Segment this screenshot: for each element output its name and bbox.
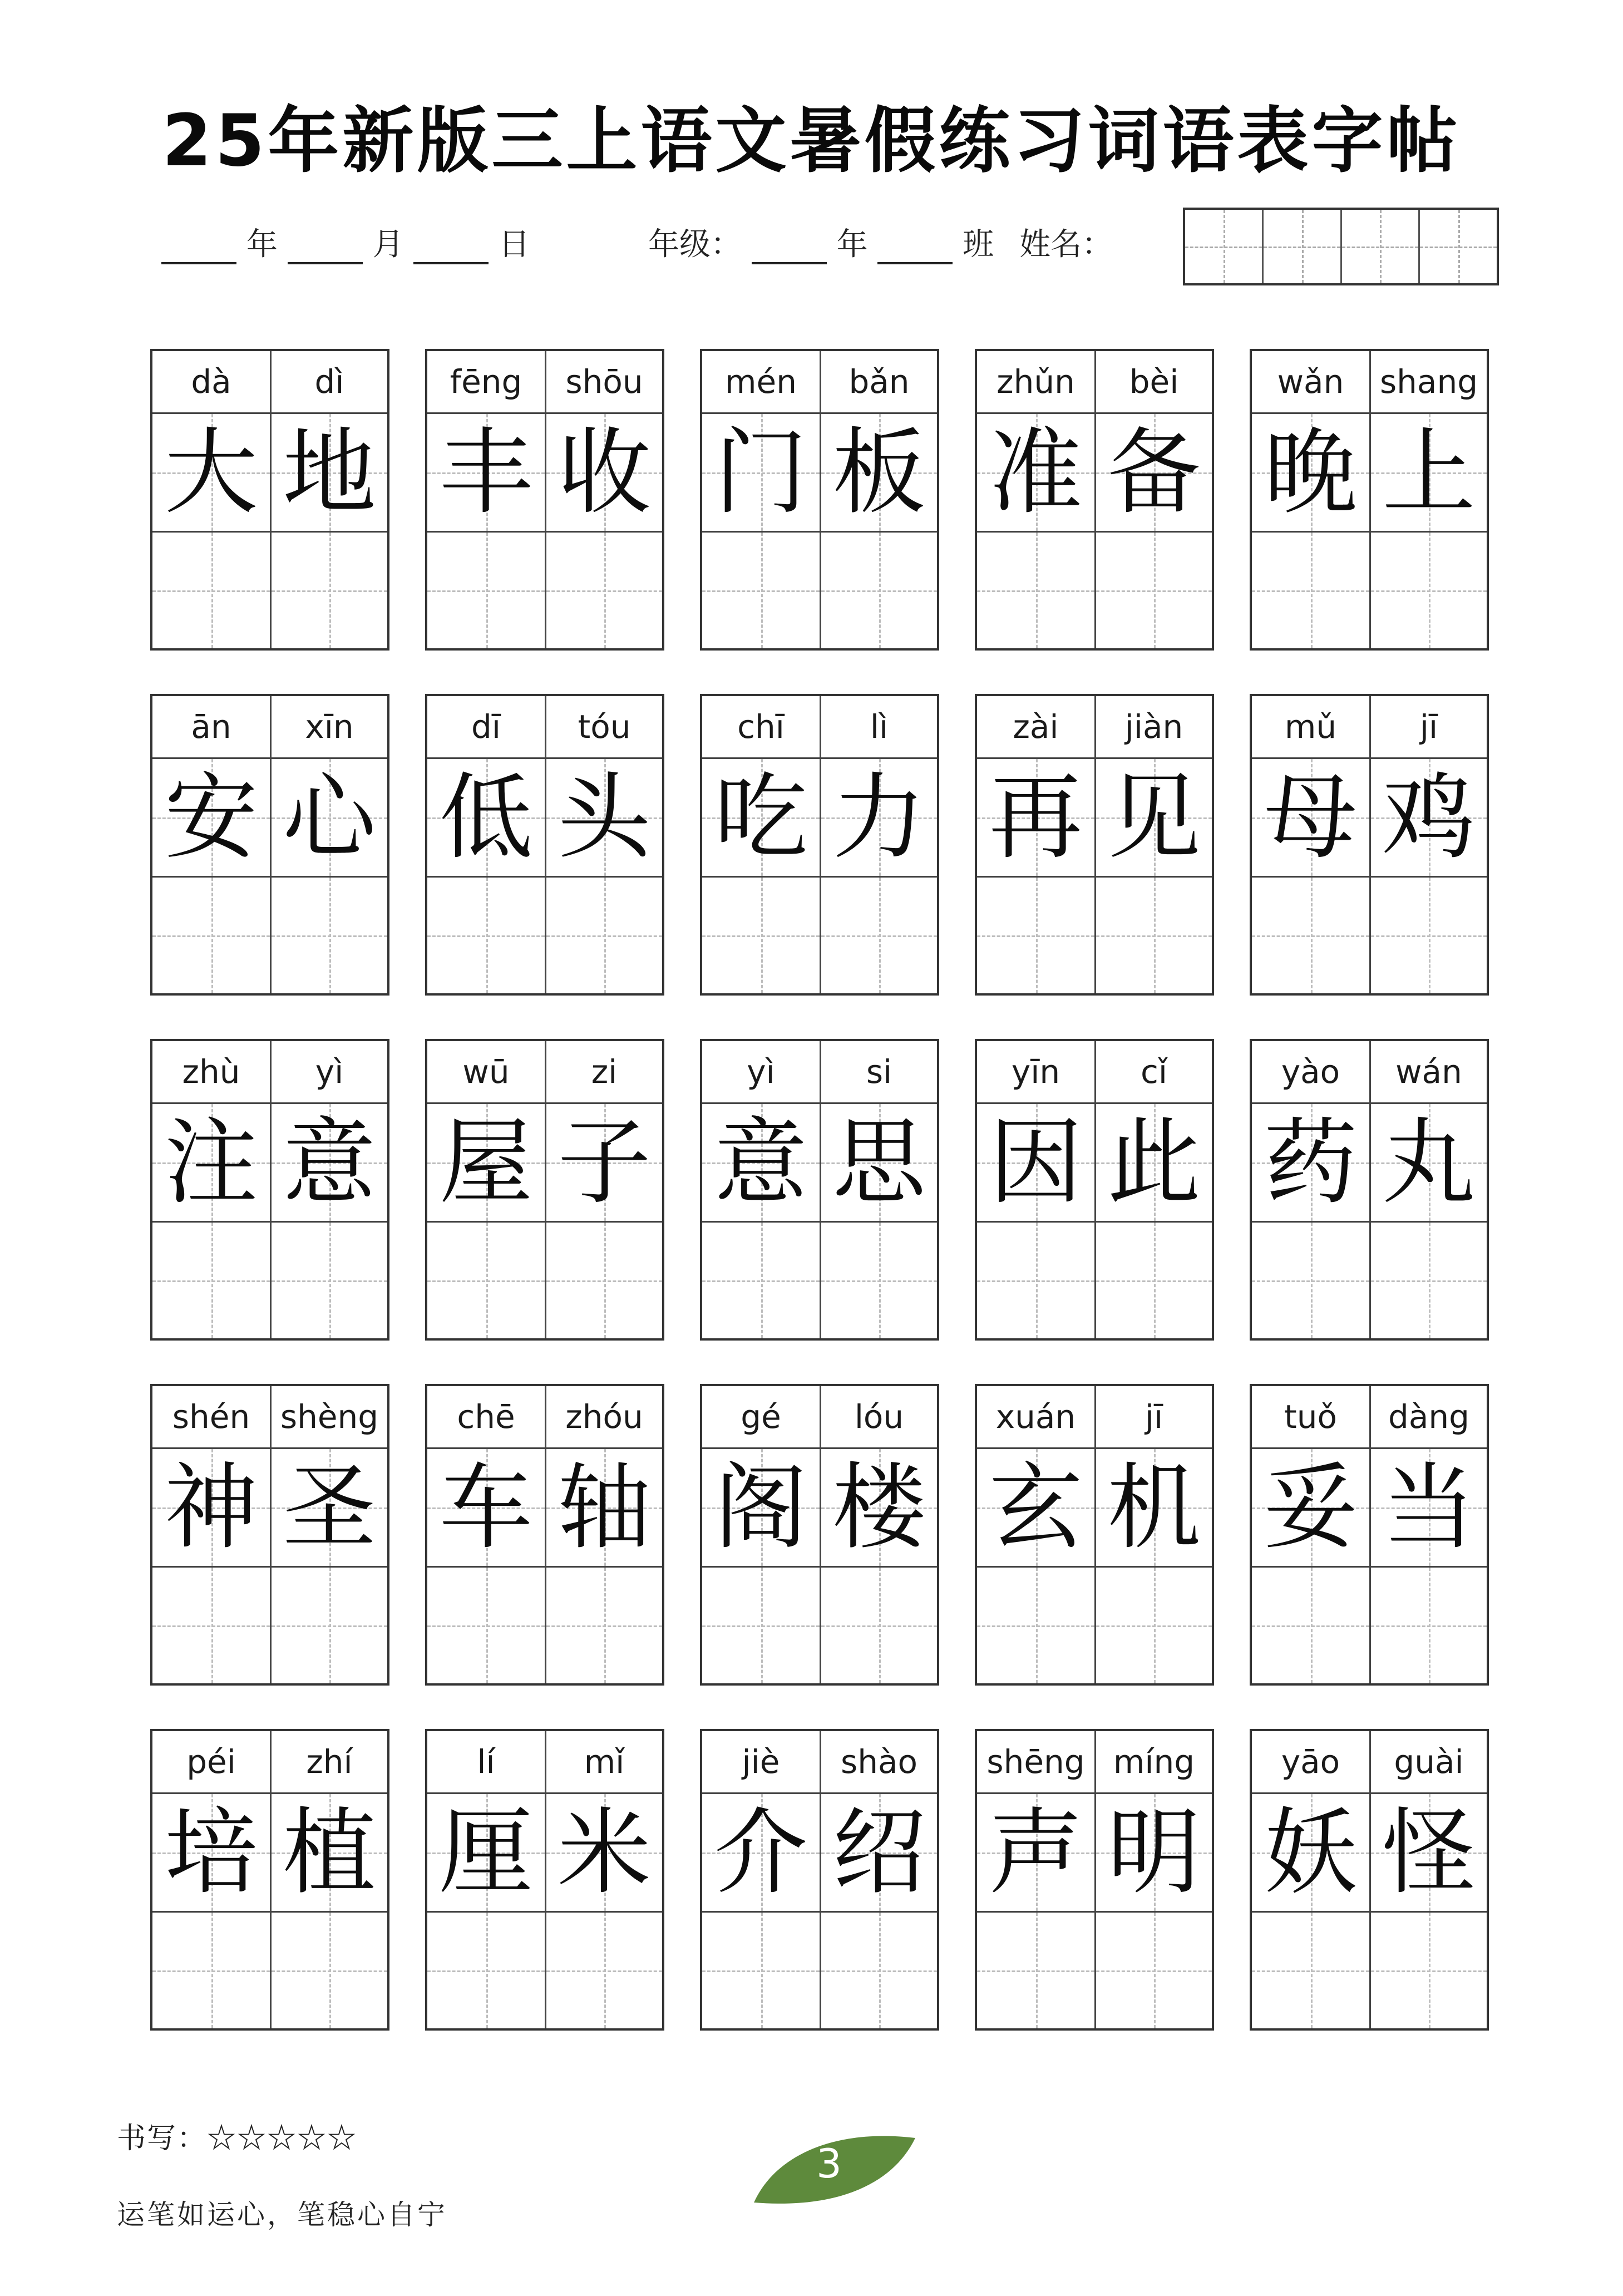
hanzi-model-cell xyxy=(977,1794,1094,1913)
practice-cell[interactable] xyxy=(820,878,937,993)
pinyin: mén xyxy=(702,351,820,414)
hanzi: 明 xyxy=(1107,1798,1201,1907)
pinyin: zhóu xyxy=(545,1386,662,1449)
name-cell[interactable] xyxy=(1420,210,1497,283)
hanzi: 植 xyxy=(283,1798,376,1907)
month-label: 月 xyxy=(372,226,404,263)
pinyin: shào xyxy=(820,1731,937,1794)
hanzi: 母 xyxy=(1264,763,1358,872)
pinyin: jī xyxy=(1369,696,1487,759)
pinyin: shén xyxy=(152,1386,270,1449)
hanzi: 当 xyxy=(1382,1453,1476,1562)
hanzi: 门 xyxy=(714,418,808,527)
practice-cell[interactable] xyxy=(152,878,270,993)
hanzi-model-cell xyxy=(545,1794,662,1913)
word-card xyxy=(1250,349,1489,651)
practice-cell[interactable] xyxy=(270,1568,387,1683)
year-label: 年 xyxy=(246,226,278,263)
hanzi: 药 xyxy=(1264,1108,1358,1217)
hanzi: 怪 xyxy=(1382,1798,1476,1907)
hanzi-model-cell xyxy=(545,1449,662,1568)
practice-cell[interactable] xyxy=(1252,1913,1369,2028)
practice-cell[interactable] xyxy=(427,1913,545,2028)
hanzi: 米 xyxy=(558,1798,651,1907)
grade-label: 年级： xyxy=(648,226,742,263)
practice-cell[interactable] xyxy=(1094,878,1212,993)
pinyin: zhù xyxy=(152,1041,270,1104)
hanzi-model-cell xyxy=(270,759,387,878)
hanzi: 丸 xyxy=(1382,1108,1476,1217)
pinyin: lóu xyxy=(820,1386,937,1449)
hanzi: 神 xyxy=(164,1453,258,1562)
hanzi-model-cell xyxy=(702,414,820,533)
practice-cell[interactable] xyxy=(702,1223,820,1338)
hanzi-model-cell xyxy=(427,759,545,878)
pinyin: zài xyxy=(977,696,1094,759)
practice-cell[interactable] xyxy=(1094,1223,1212,1338)
page-number: 3 xyxy=(816,2140,842,2187)
pinyin: dì xyxy=(270,351,387,414)
pinyin: bǎn xyxy=(820,351,937,414)
pinyin: mǔ xyxy=(1252,696,1369,759)
practice-cell[interactable] xyxy=(1252,878,1369,993)
grade-year-blank[interactable] xyxy=(752,226,827,264)
hanzi-model-cell xyxy=(427,1794,545,1913)
pinyin: xīn xyxy=(270,696,387,759)
hanzi-model-cell xyxy=(427,414,545,533)
hanzi-model-cell xyxy=(1369,1449,1487,1568)
pinyin: shōu xyxy=(545,351,662,414)
hanzi-model-cell xyxy=(1369,1794,1487,1913)
pinyin: lí xyxy=(427,1731,545,1794)
word-card xyxy=(150,1384,389,1686)
hanzi-model-cell xyxy=(1252,759,1369,878)
pinyin: dà xyxy=(152,351,270,414)
hanzi-model-cell xyxy=(1369,759,1487,878)
hanzi: 妖 xyxy=(1264,1798,1358,1907)
pinyin: yì xyxy=(270,1041,387,1104)
date-line xyxy=(161,220,530,270)
practice-cell[interactable] xyxy=(1252,1223,1369,1338)
practice-cell[interactable] xyxy=(820,1568,937,1683)
word-card xyxy=(425,349,664,651)
hanzi: 思 xyxy=(832,1108,926,1217)
word-card xyxy=(150,1039,389,1341)
hanzi: 板 xyxy=(832,418,926,527)
pinyin: wū xyxy=(427,1041,545,1104)
hanzi: 力 xyxy=(832,763,926,872)
name-cell[interactable] xyxy=(1342,210,1420,283)
word-card xyxy=(1250,694,1489,996)
pinyin: fēng xyxy=(427,351,545,414)
hanzi-model-cell xyxy=(152,414,270,533)
pinyin: yào xyxy=(1252,1041,1369,1104)
pinyin: jiè xyxy=(702,1731,820,1794)
practice-cell[interactable] xyxy=(152,1568,270,1683)
practice-cell[interactable] xyxy=(820,533,937,648)
pinyin: tóu xyxy=(545,696,662,759)
hanzi-model-cell xyxy=(702,1104,820,1223)
hanzi: 地 xyxy=(283,418,376,527)
hanzi: 厘 xyxy=(439,1798,533,1907)
hanzi-model-cell xyxy=(702,1449,820,1568)
pinyin: guài xyxy=(1369,1731,1487,1794)
word-card xyxy=(1250,1039,1489,1341)
pinyin: shēng xyxy=(977,1731,1094,1794)
pinyin: yīn xyxy=(977,1041,1094,1104)
pinyin: shang xyxy=(1369,351,1487,414)
practice-cell[interactable] xyxy=(1094,1568,1212,1683)
grade-year-label: 年 xyxy=(836,226,868,263)
practice-cell[interactable] xyxy=(545,878,662,993)
hanzi-model-cell xyxy=(1252,1794,1369,1913)
word-card xyxy=(975,1384,1214,1686)
hanzi-model-cell xyxy=(1094,1794,1212,1913)
practice-cell[interactable] xyxy=(545,1223,662,1338)
hanzi: 上 xyxy=(1382,418,1476,527)
practice-cell[interactable] xyxy=(427,878,545,993)
practice-cell[interactable] xyxy=(1094,1913,1212,2028)
hanzi: 子 xyxy=(558,1108,651,1217)
hanzi-model-cell xyxy=(702,759,820,878)
name-writing-box[interactable] xyxy=(1183,208,1499,285)
pinyin: yāo xyxy=(1252,1731,1369,1794)
hanzi-model-cell xyxy=(1094,1449,1212,1568)
hanzi: 吃 xyxy=(714,763,808,872)
word-card xyxy=(150,694,389,996)
hanzi: 培 xyxy=(164,1798,258,1907)
pinyin: mǐ xyxy=(545,1731,662,1794)
pinyin: dī xyxy=(427,696,545,759)
hanzi: 准 xyxy=(989,418,1083,527)
practice-cell[interactable] xyxy=(1252,1568,1369,1683)
practice-cell[interactable] xyxy=(1369,1913,1487,2028)
pinyin: si xyxy=(820,1041,937,1104)
hanzi: 机 xyxy=(1107,1453,1201,1562)
word-card xyxy=(975,694,1214,996)
word-card xyxy=(700,1384,939,1686)
hanzi-model-cell xyxy=(427,1104,545,1223)
hanzi: 轴 xyxy=(558,1453,651,1562)
pinyin: shèng xyxy=(270,1386,387,1449)
hanzi-model-cell xyxy=(820,759,937,878)
motto: 运笔如运心，笔稳心自宁 xyxy=(117,2199,447,2231)
hanzi-model-cell xyxy=(977,759,1094,878)
word-card xyxy=(425,694,664,996)
word-card xyxy=(150,349,389,651)
practice-cell[interactable] xyxy=(1369,533,1487,648)
pinyin: yì xyxy=(702,1041,820,1104)
hanzi: 圣 xyxy=(283,1453,376,1562)
name-cell[interactable] xyxy=(1264,210,1342,283)
pinyin: péi xyxy=(152,1731,270,1794)
hanzi: 意 xyxy=(714,1108,808,1217)
practice-cell[interactable] xyxy=(1252,533,1369,648)
practice-cell[interactable] xyxy=(1094,533,1212,648)
practice-cell[interactable] xyxy=(427,533,545,648)
practice-cell[interactable] xyxy=(977,1913,1094,2028)
hanzi-model-cell xyxy=(270,1449,387,1568)
hanzi: 车 xyxy=(439,1453,533,1562)
practice-cell[interactable] xyxy=(152,1223,270,1338)
word-card xyxy=(700,349,939,651)
year-blank[interactable] xyxy=(161,226,236,264)
practice-cell[interactable] xyxy=(977,878,1094,993)
pinyin: cǐ xyxy=(1094,1041,1212,1104)
hanzi-model-cell xyxy=(820,1449,937,1568)
hanzi-model-cell xyxy=(1094,759,1212,878)
practice-cell[interactable] xyxy=(545,1568,662,1683)
hanzi: 低 xyxy=(439,763,533,872)
pinyin: ān xyxy=(152,696,270,759)
word-card xyxy=(975,1729,1214,2031)
hanzi-model-cell xyxy=(1252,414,1369,533)
day-label: 日 xyxy=(499,226,530,263)
grade-line xyxy=(648,220,1113,270)
pinyin: zhǔn xyxy=(977,351,1094,414)
hanzi-model-cell xyxy=(977,414,1094,533)
pinyin: xuán xyxy=(977,1386,1094,1449)
hanzi: 介 xyxy=(714,1798,808,1907)
hanzi: 因 xyxy=(989,1108,1083,1217)
hanzi: 头 xyxy=(558,763,651,872)
day-blank[interactable] xyxy=(413,226,489,264)
practice-cell[interactable] xyxy=(977,1223,1094,1338)
practice-cell[interactable] xyxy=(702,878,820,993)
hanzi: 晚 xyxy=(1264,418,1358,527)
pinyin: zhí xyxy=(270,1731,387,1794)
hanzi-model-cell xyxy=(152,1104,270,1223)
name-cell[interactable] xyxy=(1185,210,1264,283)
word-card xyxy=(700,694,939,996)
practice-cell[interactable] xyxy=(270,1913,387,2028)
word-card xyxy=(975,349,1214,651)
hanzi: 屋 xyxy=(439,1108,533,1217)
hanzi-model-cell xyxy=(977,1449,1094,1568)
word-card xyxy=(700,1039,939,1341)
hanzi-model-cell xyxy=(427,1449,545,1568)
hanzi-model-cell xyxy=(270,1794,387,1913)
hanzi-model-cell xyxy=(270,1104,387,1223)
pinyin: wán xyxy=(1369,1041,1487,1104)
word-card xyxy=(150,1729,389,2031)
hanzi-model-cell xyxy=(1369,414,1487,533)
word-card xyxy=(975,1039,1214,1341)
hanzi: 安 xyxy=(164,763,258,872)
practice-cell[interactable] xyxy=(152,533,270,648)
practice-cell[interactable] xyxy=(1369,1223,1487,1338)
hanzi: 此 xyxy=(1107,1108,1201,1217)
practice-cell[interactable] xyxy=(977,533,1094,648)
practice-cell[interactable] xyxy=(1369,878,1487,993)
hanzi-model-cell xyxy=(1094,1104,1212,1223)
writing-rating: 书写：☆☆☆☆☆ xyxy=(117,2122,358,2155)
hanzi: 声 xyxy=(989,1798,1083,1907)
hanzi: 再 xyxy=(989,763,1083,872)
practice-cell[interactable] xyxy=(702,533,820,648)
word-card xyxy=(425,1039,664,1341)
pinyin: gé xyxy=(702,1386,820,1449)
hanzi: 注 xyxy=(164,1108,258,1217)
hanzi: 鸡 xyxy=(1382,763,1476,872)
pinyin: chī xyxy=(702,696,820,759)
pinyin: jiàn xyxy=(1094,696,1212,759)
pinyin: tuǒ xyxy=(1252,1386,1369,1449)
hanzi: 妥 xyxy=(1264,1453,1358,1562)
hanzi: 备 xyxy=(1107,418,1201,527)
hanzi-model-cell xyxy=(152,759,270,878)
hanzi-model-cell xyxy=(545,414,662,533)
pinyin: zi xyxy=(545,1041,662,1104)
hanzi: 见 xyxy=(1107,763,1201,872)
class-blank[interactable] xyxy=(877,226,953,264)
pinyin: míng xyxy=(1094,1731,1212,1794)
hanzi: 玄 xyxy=(989,1453,1083,1562)
word-card xyxy=(700,1729,939,2031)
practice-cell[interactable] xyxy=(427,1568,545,1683)
practice-cell[interactable] xyxy=(702,1568,820,1683)
pinyin: jī xyxy=(1094,1386,1212,1449)
pinyin: lì xyxy=(820,696,937,759)
hanzi: 绍 xyxy=(832,1798,926,1907)
hanzi-model-cell xyxy=(1094,414,1212,533)
hanzi-model-cell xyxy=(1252,1104,1369,1223)
hanzi: 意 xyxy=(283,1108,376,1217)
word-card xyxy=(425,1729,664,2031)
hanzi-model-cell xyxy=(270,414,387,533)
class-label: 班 xyxy=(963,226,994,263)
practice-cell[interactable] xyxy=(1369,1568,1487,1683)
practice-cell[interactable] xyxy=(152,1913,270,2028)
practice-cell[interactable] xyxy=(545,533,662,648)
practice-cell[interactable] xyxy=(270,1223,387,1338)
word-card xyxy=(425,1384,664,1686)
word-card xyxy=(1250,1384,1489,1686)
name-label: 姓名： xyxy=(1019,226,1113,263)
hanzi-model-cell xyxy=(977,1104,1094,1223)
practice-cell[interactable] xyxy=(427,1223,545,1338)
month-blank[interactable] xyxy=(288,226,363,264)
hanzi-model-cell xyxy=(545,759,662,878)
hanzi-model-cell xyxy=(1369,1104,1487,1223)
practice-cell[interactable] xyxy=(702,1913,820,2028)
hanzi-model-cell xyxy=(152,1794,270,1913)
word-card xyxy=(1250,1729,1489,2031)
hanzi-model-cell xyxy=(702,1794,820,1913)
practice-cell[interactable] xyxy=(270,878,387,993)
hanzi-model-cell xyxy=(820,1104,937,1223)
hanzi: 收 xyxy=(558,418,651,527)
practice-cell[interactable] xyxy=(820,1223,937,1338)
hanzi: 楼 xyxy=(832,1453,926,1562)
page-title: 25年新版三上语文暑假练习词语表字帖 xyxy=(162,100,1461,183)
hanzi-model-cell xyxy=(1252,1449,1369,1568)
pinyin: bèi xyxy=(1094,351,1212,414)
practice-cell[interactable] xyxy=(270,533,387,648)
hanzi-model-cell xyxy=(820,1794,937,1913)
hanzi: 阁 xyxy=(714,1453,808,1562)
pinyin: wǎn xyxy=(1252,351,1369,414)
practice-cell[interactable] xyxy=(820,1913,937,2028)
hanzi: 大 xyxy=(164,418,258,527)
practice-cell[interactable] xyxy=(545,1913,662,2028)
hanzi: 丰 xyxy=(439,418,533,527)
hanzi-model-cell xyxy=(545,1104,662,1223)
hanzi: 心 xyxy=(283,763,376,872)
practice-cell[interactable] xyxy=(977,1568,1094,1683)
hanzi-model-cell xyxy=(152,1449,270,1568)
pinyin: chē xyxy=(427,1386,545,1449)
pinyin: dàng xyxy=(1369,1386,1487,1449)
hanzi-model-cell xyxy=(820,414,937,533)
